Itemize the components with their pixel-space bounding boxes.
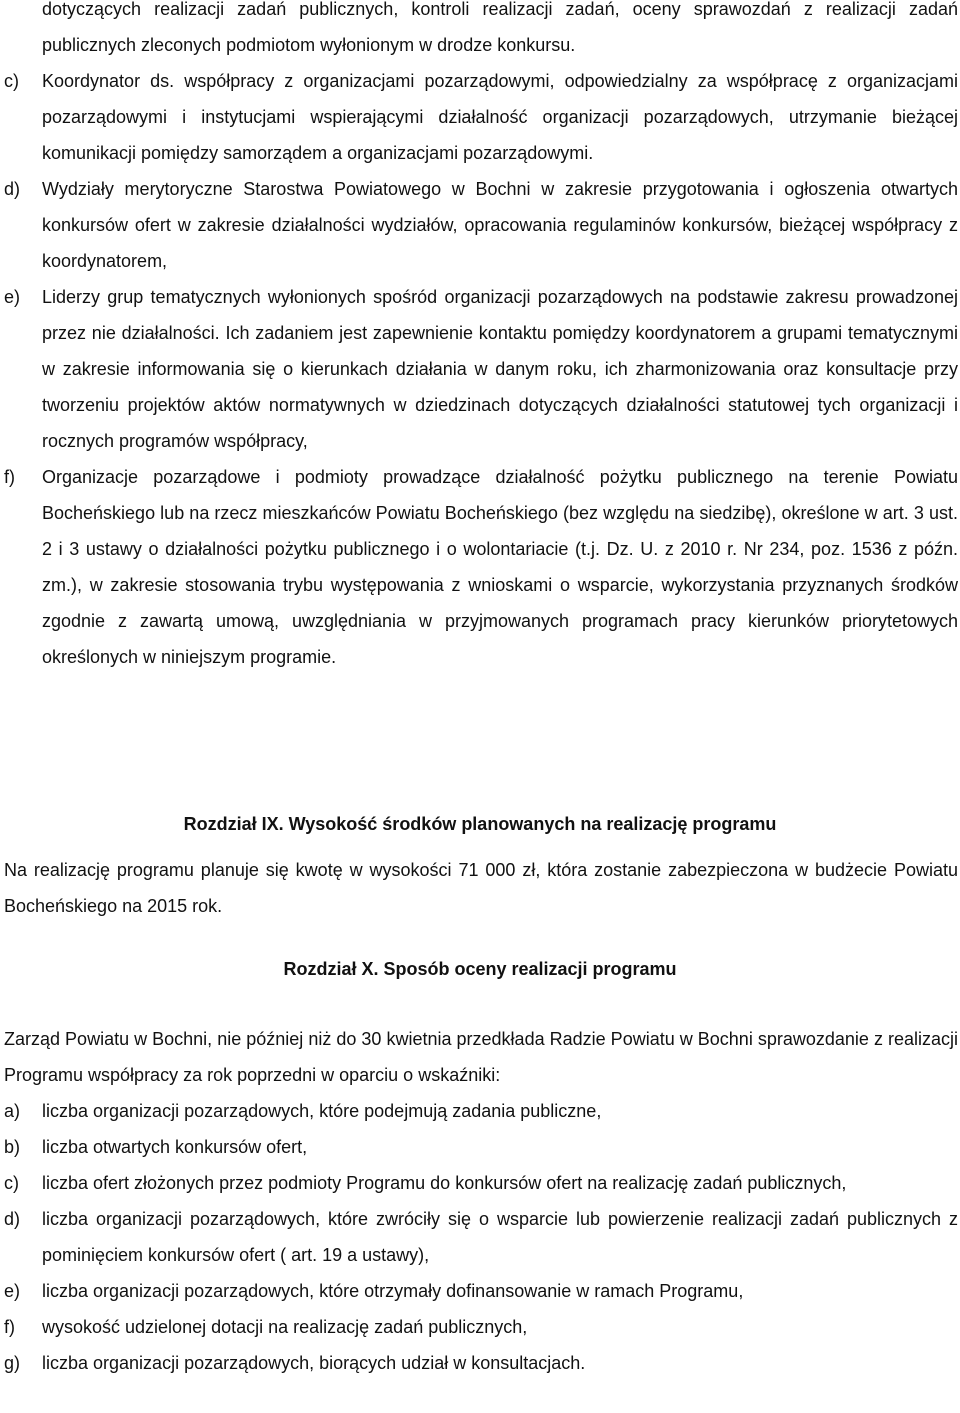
list-item <box>4 63 958 171</box>
indicator-text: liczba organizacji pozarządowych, biorących udział w konsultacjach. <box>42 1353 586 1373</box>
list-item <box>4 171 958 279</box>
indicator-text: liczba organizacji pozarządowych, które zwróciły się o wsparcie lub powierzenie realizacji zadań publicznych z pominięciem konkursów ofert ( art. 19 a ustawy), <box>42 1209 958 1265</box>
indicator-label: b) <box>4 1137 21 1157</box>
indicator-item <box>4 1309 958 1345</box>
indicator-label: g) <box>4 1353 21 1373</box>
list-item-text: Organizacje pozarządowe i podmioty prowadzące działalność pożytku publicznego na terenie Powiatu Bocheńskiego lub na rzecz mieszkańców Powiatu Bocheńskiego (bez względu na siedzibę), określone w art. 3 ust. 2 i 3 ustawy o działalności pożytku publicznego i o wolontariacie (t.j. Dz. U. z 2010 r. Nr 234, poz. 1536 z późn. zm.), w zakresie stosowania trybu występowania z wnioskami o wsparcie, wykorzystania przyznanych środków zgodnie z zawartą umową, uwzględniania w przyjmowanych programach pracy kierunków priorytetowych określonych w niniejszym programie. <box>42 467 958 667</box>
indicator-text: liczba organizacji pozarządowych, które otrzymały dofinansowanie w ramach Programu, <box>42 1281 744 1301</box>
section-9-heading: Rozdział IX. Wysokość środków planowanych na realizację programu <box>183 814 777 834</box>
list-item-label: f) <box>4 467 15 487</box>
indicator-label: e) <box>4 1281 21 1301</box>
indicator-item <box>4 1129 958 1165</box>
list-item-text: Koordynator ds. współpracy z organizacjami pozarządowymi, odpowiedzialny za współpracę z organizacjami pozarządowymi i instytucjami wspierającymi działalność organizacji pozarządowych, utrzymanie bieżącej komunikacji pomiędzy samorządem a organizacjami pozarządowymi. <box>42 71 958 163</box>
list-item <box>4 0 958 63</box>
list-item-text: Liderzy grup tematycznych wyłonionych spośród organizacji pozarządowych na podstawie zakresu prowadzonej przez nie działalności. Ich zadaniem jest zapewnienie kontaktu pomiędzy koordynatorem a grupami tematycznymi w zakresie informowania się o kierunkach działania w danym roku, ich zharmonizowania oraz konsultacje przy tworzeniu projektów aktów normatywnych w dziedzinach dotyczących działalności statutowej tych organizacji i rocznych programów współpracy, <box>42 287 958 451</box>
section-9 <box>0 806 960 924</box>
indicator-item <box>4 1201 958 1273</box>
list-item-text: dotyczących realizacji zadań publicznych, kontroli realizacji zadań, oceny sprawozdań z realizacji zadań publicznych zleconych podmiotom wyłonionym w drodze konkursu. <box>42 0 958 55</box>
indicator-label: c) <box>4 1173 19 1193</box>
indicator-text: wysokość udzielonej dotacji na realizację zadań publicznych, <box>42 1317 528 1337</box>
section-10-intro: Zarząd Powiatu w Bochni, nie później niż do 30 kwietnia przedkłada Radzie Powiatu w Bochni sprawozdanie z realizacji Programu współpracy za rok poprzedni w oparciu o wskaźniki: <box>4 1029 958 1085</box>
indicator-label: f) <box>4 1317 15 1337</box>
top-list <box>0 0 958 675</box>
indicator-item <box>4 1165 958 1201</box>
indicator-text: liczba ofert złożonych przez podmioty Programu do konkursów ofert na realizację zadań publicznych, <box>42 1173 847 1193</box>
list-item-label: d) <box>4 179 21 199</box>
section-10 <box>0 951 960 1381</box>
indicator-item <box>4 1093 958 1129</box>
indicator-item <box>4 1345 958 1381</box>
list-item <box>4 279 958 459</box>
list-item-text: Wydziały merytoryczne Starostwa Powiatowego w Bochni w zakresie przygotowania i ogłoszenia otwartych konkursów ofert w zakresie działalności wydziałów, opracowania regulaminów konkursów, bieżącej współpracy z koordynatorem, <box>42 179 958 271</box>
section-10-heading: Rozdział X. Sposób oceny realizacji programu <box>283 959 677 979</box>
indicator-item <box>4 1273 958 1309</box>
indicator-text: liczba organizacji pozarządowych, które podejmują zadania publiczne, <box>42 1101 602 1121</box>
indicator-label: a) <box>4 1101 21 1121</box>
indicator-list <box>0 1093 960 1381</box>
section-9-text: Na realizację programu planuje się kwotę w wysokości 71 000 zł, która zostanie zabezpieczona w budżecie Powiatu Bocheńskiego na 2015 rok. <box>4 860 958 916</box>
indicator-text: liczba otwartych konkursów ofert, <box>42 1137 308 1157</box>
list-item-label: e) <box>4 287 21 307</box>
list-item-label: c) <box>4 71 19 91</box>
list-item <box>4 459 958 675</box>
indicator-label: d) <box>4 1209 21 1229</box>
